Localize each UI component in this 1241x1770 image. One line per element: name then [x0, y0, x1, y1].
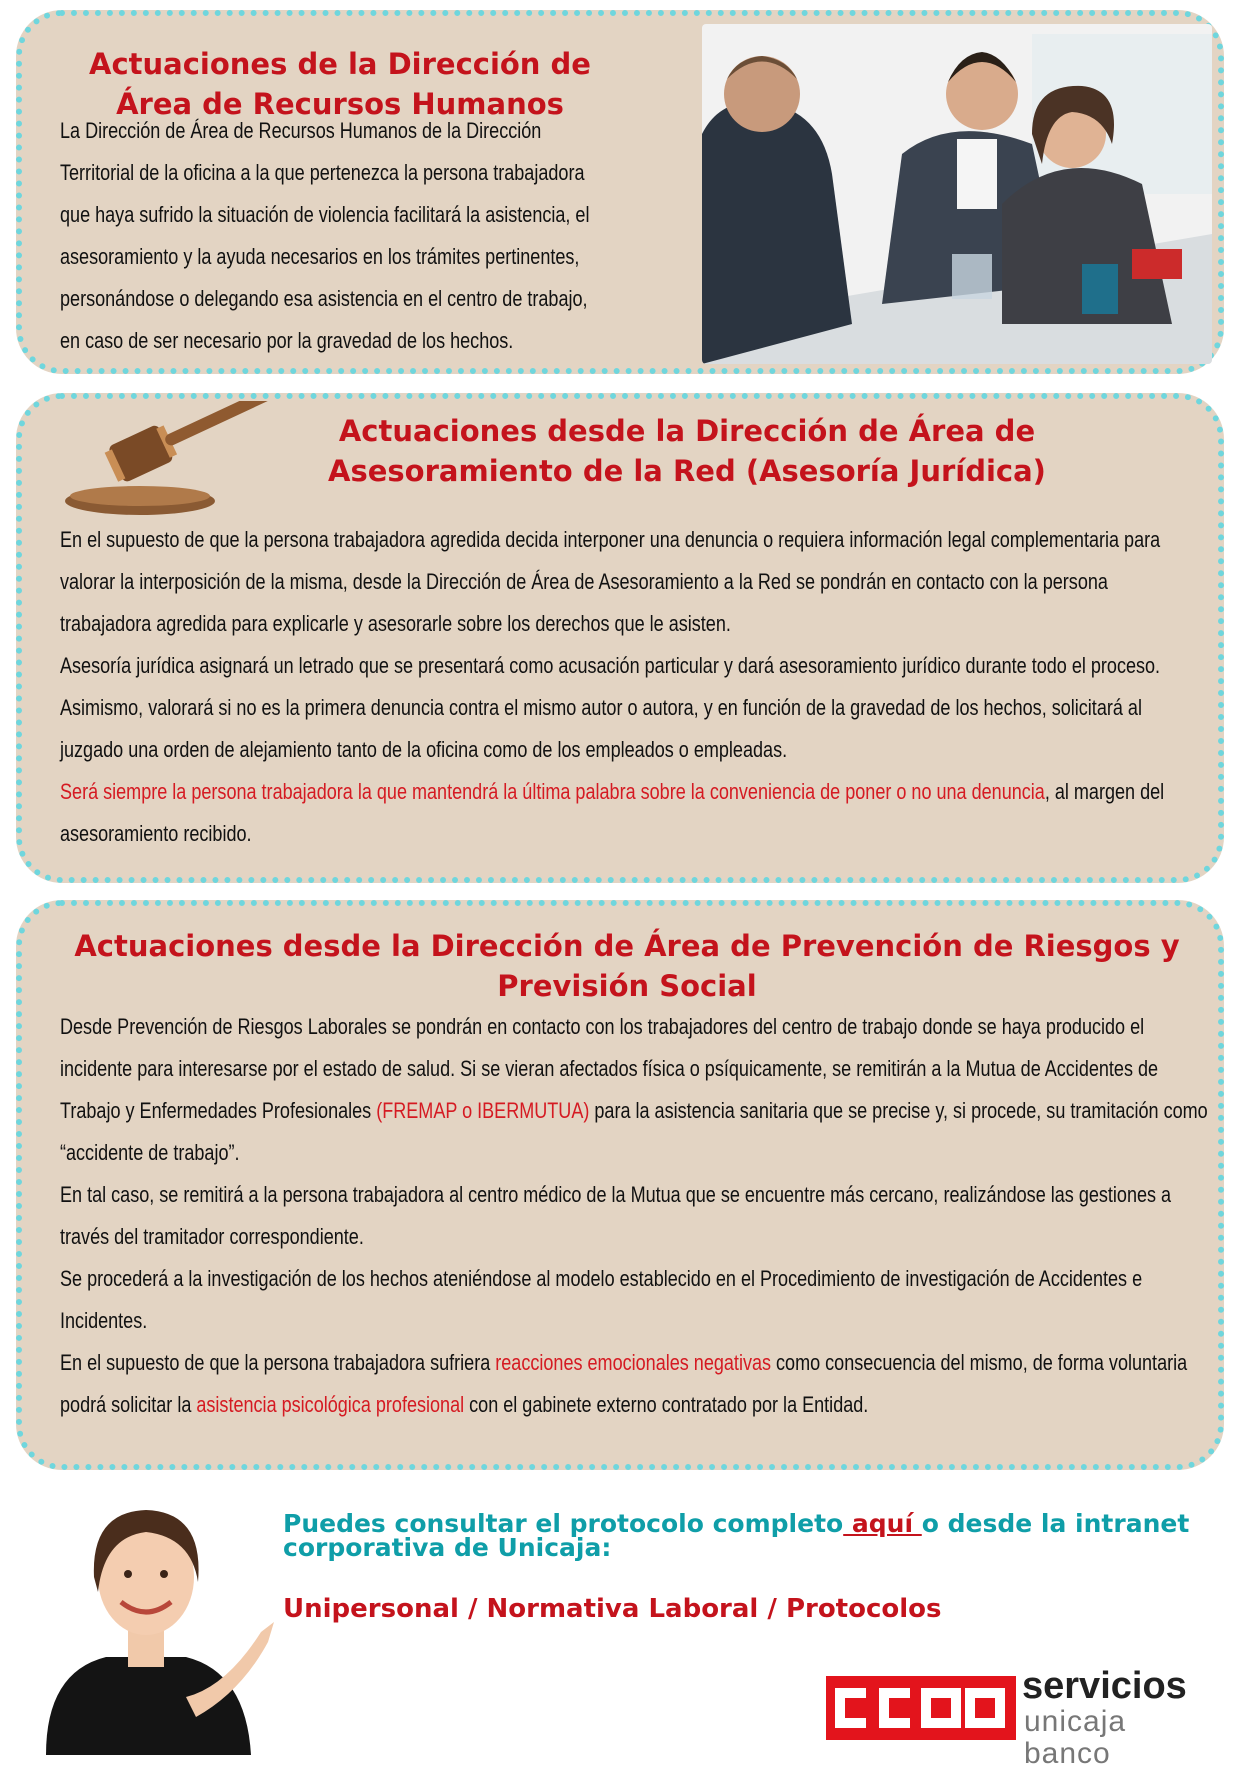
- prevention-p4-b: como consecuencia del mismo, de forma voluntaria podrá solicitar la: [60, 1350, 1188, 1417]
- prevention-paragraph-4: [60, 1342, 1208, 1426]
- legal-section-text: [60, 519, 1200, 855]
- hr-section-text: [60, 110, 608, 362]
- legal-paragraph-1: En el supuesto de que la persona trabajadora agredida decida interponer una denuncia o requiera información legal complementaria para valorar la interposición de la misma, desde la Dirección de Área de Asesoramiento a la Red se pondrán en contacto con la persona trabajadora agredida para explicarle y asesorarle sobre los derechos que le asisten.: [60, 527, 1161, 636]
- legal-highlight: Será siempre la persona trabajadora la que mantendrá la última palabra sobre la conveniencia de poner o no una denuncia: [60, 779, 1045, 804]
- prevention-p1-a: Desde Prevención de Riesgos Laborales se pondrán en contacto con los trabajadores del centro de trabajo donde se haya producido el incidente para interesarse por el estado de salud. Si se vieran afectados física o psíquicamente, se remitirán a la Mutua de Accidentes de Trabajo y Enfermedades Profesionales: [60, 1014, 1159, 1123]
- prevention-section-text: [60, 1006, 1208, 1426]
- psychological-assistance-highlight: asistencia psicológica profesional: [196, 1392, 465, 1417]
- prevention-section: [16, 900, 1224, 1470]
- hr-section: [16, 10, 1224, 374]
- legal-paragraph-2: Asesoría jurídica asignará un letrado que se presentará como acusación particular y dará asesoramiento jurídico durante todo el proceso. Asimismo, valorará si no es la primera denuncia contra el mismo autor o autora, y en función de la gravedad de los hechos, solicitará al juzgado una orden de alejamiento tanto de la oficina como de los empleados o empleadas.: [60, 653, 1161, 762]
- emotional-reactions-highlight: reacciones emocionales negativas: [495, 1350, 772, 1375]
- prevention-paragraph-3: Se procederá a la investigación de los hechos ateniéndose al modelo establecido en el Procedimiento de investigación de Accidentes e Incidentes.: [60, 1266, 1143, 1333]
- legal-paragraph-3: [60, 771, 1200, 855]
- legal-section-title: Actuaciones desde la Dirección de Área de Asesoramiento de la Red (Asesoría Jurídica): [328, 414, 1046, 488]
- prevention-section-title: Actuaciones desde la Dirección de Área de Prevención de Riesgos y Previsión Social: [74, 929, 1180, 1003]
- pointing-woman-illustration: [36, 1482, 276, 1755]
- hr-paragraph: La Dirección de Área de Recursos Humanos de la Dirección Territorial de la oficina a la que pertenezca la persona trabajadora que haya sufrido la situación de violencia facilitará la asistencia, el asesoramiento y la ayuda necesarios en los trámites pertinentes, personándose o delegando esa asistencia en el centro de trabajo, en caso de ser necesario por la gravedad de los hechos.: [60, 118, 590, 353]
- consult-protocol-text: [283, 1509, 1203, 1562]
- logo-subtitle: unicaja banco: [1024, 1705, 1127, 1770]
- prevention-p4-a: En el supuesto de que la persona trabajadora sufriera: [60, 1350, 496, 1375]
- hr-section-title: Actuaciones de la Dirección de Área de Recursos Humanos: [89, 47, 591, 121]
- legal-paragraph-3-rest: , al margen del asesoramiento recibido.: [60, 779, 1165, 846]
- ccoo-letters-icon: [826, 1676, 1016, 1740]
- consult-text-b: o desde la intranet corporativa de Unicaja:: [283, 1509, 1190, 1562]
- office-meeting-photo: [702, 24, 1212, 364]
- prevention-paragraph-1: [60, 1006, 1208, 1174]
- prevention-paragraph-2: En tal caso, se remitirá a la persona trabajadora al centro médico de la Mutua que se encuentre más cercano, realizándose las gestiones a través del tramitador correspondiente.: [60, 1182, 1172, 1249]
- protocol-link[interactable]: aquí: [843, 1509, 922, 1538]
- prevention-p1-b: para la asistencia sanitaria que se precise y, si procede, su tramitación como “accidente de trabajo”.: [60, 1098, 1208, 1165]
- ccoo-logo-mark: [826, 1676, 1016, 1740]
- legal-section: [16, 393, 1224, 883]
- ccoo-logo: [826, 1665, 1216, 1770]
- logo-word: servicios: [1022, 1665, 1187, 1707]
- gavel-icon: [60, 401, 300, 521]
- consult-text-a: Puedes consultar el protocolo completo: [283, 1509, 844, 1538]
- mutua-names: (FREMAP o IBERMUTUA): [376, 1098, 590, 1123]
- intranet-path: Unipersonal / Normativa Laboral / Protocolos: [283, 1594, 942, 1624]
- prevention-p4-c: con el gabinete externo contratado por la Entidad.: [464, 1392, 869, 1417]
